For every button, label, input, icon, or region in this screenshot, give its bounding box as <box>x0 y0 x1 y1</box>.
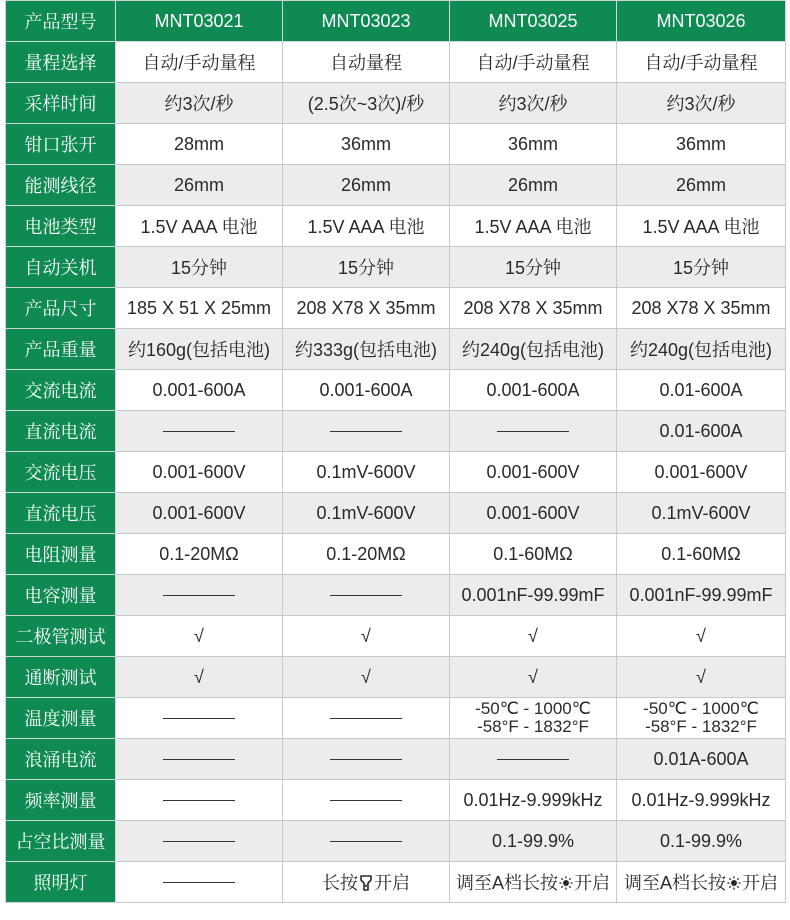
spec-row <box>6 288 786 329</box>
spec-label: 照明灯 <box>6 862 116 903</box>
not-supported-dash <box>116 862 283 903</box>
spec-value-text: 开启 <box>374 873 410 893</box>
spec-value: 约3次/秒 <box>617 83 786 124</box>
spec-value: 0.001-600V <box>116 493 283 534</box>
spec-value: 约240g(包括电池) <box>617 329 786 370</box>
spec-value-line: -50℃ - 1000℃ <box>475 699 591 718</box>
spec-value: 0.1-20MΩ <box>283 534 450 575</box>
spec-row <box>6 452 786 493</box>
dash-line <box>330 595 402 596</box>
not-supported-dash <box>116 821 283 862</box>
dash-line <box>163 800 235 801</box>
spec-value: 208 X78 X 35mm <box>283 288 450 329</box>
not-supported-dash <box>283 739 450 780</box>
spec-value: 208 X78 X 35mm <box>450 288 617 329</box>
not-supported-dash <box>116 698 283 739</box>
not-supported-dash <box>116 411 283 452</box>
dash-line <box>330 718 402 719</box>
spec-value: 0.001-600V <box>450 493 617 534</box>
spec-row <box>6 493 786 534</box>
spec-row <box>6 698 786 739</box>
check-mark: √ <box>283 657 450 698</box>
spec-row <box>6 247 786 288</box>
spec-value-text: 调至A档长按 <box>455 873 558 893</box>
model-name: MNT03021 <box>116 1 283 42</box>
sun-icon <box>559 876 573 890</box>
spec-value: 1.5V AAA 电池 <box>450 206 617 247</box>
spec-value: 0.1-99.9% <box>617 821 786 862</box>
spec-row <box>6 534 786 575</box>
spec-value: 26mm <box>617 165 786 206</box>
spec-label: 量程选择 <box>6 42 116 83</box>
dash-line <box>330 841 402 842</box>
spec-label: 能测线径 <box>6 165 116 206</box>
spec-value: 26mm <box>116 165 283 206</box>
spec-value: 自动/手动量程 <box>450 42 617 83</box>
spec-value: 0.001-600A <box>450 370 617 411</box>
spec-value: 0.001-600A <box>283 370 450 411</box>
spec-value: 约333g(包括电池) <box>283 329 450 370</box>
not-supported-dash <box>283 821 450 862</box>
check-mark: √ <box>283 616 450 657</box>
dash-line <box>163 841 235 842</box>
spec-label: 电池类型 <box>6 206 116 247</box>
check-mark: √ <box>116 657 283 698</box>
spec-value: 自动量程 <box>283 42 450 83</box>
not-supported-dash <box>116 739 283 780</box>
spec-value: 约240g(包括电池) <box>450 329 617 370</box>
spec-value-line: -50℃ - 1000℃ <box>643 699 759 718</box>
spec-value: 36mm <box>450 124 617 165</box>
spec-row <box>6 862 786 903</box>
spec-label: 占空比测量 <box>6 821 116 862</box>
dash-line <box>330 800 402 801</box>
spec-value: 1.5V AAA 电池 <box>617 206 786 247</box>
not-supported-dash <box>283 698 450 739</box>
spec-value: 0.01-600A <box>617 411 786 452</box>
spec-label: 直流电流 <box>6 411 116 452</box>
spec-value-text: 开启 <box>574 873 610 893</box>
spec-row <box>6 821 786 862</box>
spec-value-with-icon <box>617 862 786 903</box>
spec-value: 0.1mV-600V <box>283 493 450 534</box>
spec-value: 208 X78 X 35mm <box>617 288 786 329</box>
dash-line <box>330 759 402 760</box>
spec-row <box>6 575 786 616</box>
spec-label: 通断测试 <box>6 657 116 698</box>
spec-value: 1.5V AAA 电池 <box>283 206 450 247</box>
spec-value: 0.1mV-600V <box>283 452 450 493</box>
spec-value: (2.5次~3次)/秒 <box>283 83 450 124</box>
spec-value: 185 X 51 X 25mm <box>116 288 283 329</box>
spec-label: 直流电压 <box>6 493 116 534</box>
spec-value-text: 长按 <box>322 873 358 893</box>
model-name: MNT03023 <box>283 1 450 42</box>
spec-value: 约3次/秒 <box>450 83 617 124</box>
spec-row <box>6 370 786 411</box>
sun-icon <box>727 876 741 890</box>
spec-value: 0.1-20MΩ <box>116 534 283 575</box>
spec-value: 15分钟 <box>450 247 617 288</box>
not-supported-dash <box>116 780 283 821</box>
spec-value: 15分钟 <box>283 247 450 288</box>
spec-value-text: 开启 <box>742 873 778 893</box>
not-supported-dash <box>450 739 617 780</box>
spec-value-text: 调至A档长按 <box>623 873 726 893</box>
spec-row <box>6 657 786 698</box>
model-name: MNT03025 <box>450 1 617 42</box>
spec-label: 交流电流 <box>6 370 116 411</box>
check-mark: √ <box>450 657 617 698</box>
spec-row <box>6 780 786 821</box>
spec-value: 0.001nF-99.99mF <box>617 575 786 616</box>
spec-value: 28mm <box>116 124 283 165</box>
spec-label: 自动关机 <box>6 247 116 288</box>
dash-line <box>163 431 235 432</box>
spec-value: 36mm <box>617 124 786 165</box>
dash-line <box>163 759 235 760</box>
spec-row <box>6 83 786 124</box>
spec-value: 15分钟 <box>617 247 786 288</box>
spec-value: 1.5V AAA 电池 <box>116 206 283 247</box>
spec-value: 0.1-99.9% <box>450 821 617 862</box>
spec-value-with-icon <box>283 862 450 903</box>
spec-value: 0.1-60MΩ <box>450 534 617 575</box>
spec-value: 0.1-60MΩ <box>617 534 786 575</box>
spec-value: 0.001nF-99.99mF <box>450 575 617 616</box>
spec-value: 0.001-600V <box>617 452 786 493</box>
not-supported-dash <box>283 780 450 821</box>
spec-label: 温度测量 <box>6 698 116 739</box>
spec-value-multiline <box>617 698 786 739</box>
header-row <box>6 1 786 42</box>
spec-row <box>6 165 786 206</box>
spec-label: 二极管测试 <box>6 616 116 657</box>
spec-value: 自动/手动量程 <box>116 42 283 83</box>
spec-label: 频率测量 <box>6 780 116 821</box>
spec-row <box>6 42 786 83</box>
spec-row <box>6 329 786 370</box>
check-mark: √ <box>450 616 617 657</box>
spec-row <box>6 616 786 657</box>
spec-value: 0.01A-600A <box>617 739 786 780</box>
spec-value: 0.01-600A <box>617 370 786 411</box>
spec-label: 电阻测量 <box>6 534 116 575</box>
model-name: MNT03026 <box>617 1 786 42</box>
spec-label: 钳口张开 <box>6 124 116 165</box>
spec-value: 0.01Hz-9.999kHz <box>450 780 617 821</box>
check-mark: √ <box>617 657 786 698</box>
dash-line <box>163 882 235 883</box>
dash-line <box>497 759 569 760</box>
spec-comparison-table <box>5 0 786 903</box>
flashlight-icon <box>360 875 372 891</box>
spec-value: 约3次/秒 <box>116 83 283 124</box>
spec-value: 0.1mV-600V <box>617 493 786 534</box>
spec-row <box>6 411 786 452</box>
spec-row <box>6 739 786 780</box>
not-supported-dash <box>283 575 450 616</box>
dash-line <box>163 595 235 596</box>
dash-line <box>330 431 402 432</box>
spec-label: 产品尺寸 <box>6 288 116 329</box>
spec-value: 26mm <box>283 165 450 206</box>
spec-value-with-icon <box>450 862 617 903</box>
spec-value-line: -58°F - 1832°F <box>645 717 757 736</box>
spec-value: 0.001-600A <box>116 370 283 411</box>
spec-value: 36mm <box>283 124 450 165</box>
spec-label: 采样时间 <box>6 83 116 124</box>
spec-label: 产品重量 <box>6 329 116 370</box>
spec-label: 交流电压 <box>6 452 116 493</box>
spec-value: 约160g(包括电池) <box>116 329 283 370</box>
spec-value-line: -58°F - 1832°F <box>477 717 589 736</box>
spec-value: 26mm <box>450 165 617 206</box>
spec-value: 0.01Hz-9.999kHz <box>617 780 786 821</box>
not-supported-dash <box>450 411 617 452</box>
check-mark: √ <box>617 616 786 657</box>
spec-label: 电容测量 <box>6 575 116 616</box>
not-supported-dash <box>116 575 283 616</box>
spec-value-multiline <box>450 698 617 739</box>
spec-value: 0.001-600V <box>450 452 617 493</box>
spec-row <box>6 206 786 247</box>
spec-row <box>6 124 786 165</box>
spec-value: 15分钟 <box>116 247 283 288</box>
check-mark: √ <box>116 616 283 657</box>
spec-label: 浪涌电流 <box>6 739 116 780</box>
not-supported-dash <box>283 411 450 452</box>
spec-value: 0.001-600V <box>116 452 283 493</box>
header-label: 产品型号 <box>6 1 116 42</box>
dash-line <box>163 718 235 719</box>
dash-line <box>497 431 569 432</box>
spec-value: 自动/手动量程 <box>617 42 786 83</box>
